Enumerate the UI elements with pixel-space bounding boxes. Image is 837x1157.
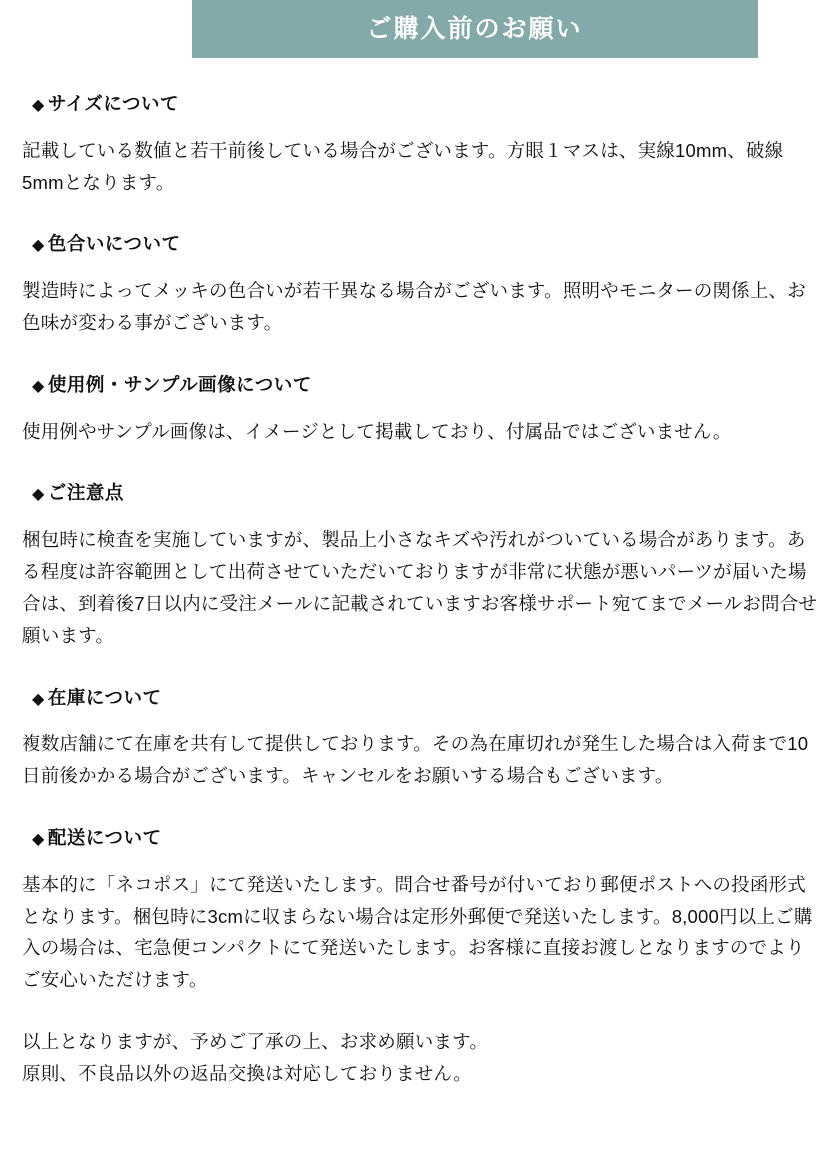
diamond-icon: ◆ [32, 690, 45, 708]
section-body: 製造時によってメッキの色合いが若干異なる場合がございます。照明やモニターの関係上、お色味が変わる事がございます。 [22, 280, 806, 334]
diamond-icon: ◆ [32, 97, 45, 114]
section-size [18, 92, 819, 198]
section-body: 記載している数値と若干前後している場合がございます。方眼１マスは、実線10mm、破線5mmとなります。 [22, 139, 784, 193]
diamond-icon: ◆ [32, 237, 45, 255]
header-bar [192, 0, 758, 58]
section-shipping [18, 826, 819, 996]
notice-content [0, 92, 837, 1122]
page-title: ご購入前のお願い [366, 14, 583, 43]
bottom-spacer [18, 1090, 819, 1098]
diamond-icon: ◆ [32, 486, 45, 504]
section-heading [32, 92, 819, 117]
section-heading-label: ご注意点 [47, 482, 124, 504]
section-stock [18, 686, 819, 792]
diamond-icon: ◆ [32, 830, 45, 848]
section-heading-label: 在庫について [47, 686, 162, 708]
section-heading [32, 826, 819, 851]
section-body: 梱包時に検査を実施していますが、製品上小さなキズや汚れがついている場合があります。ある程度は許容範囲として出荷させていただいておりますが非常に状態が悪いパーツが届いた場合は、到着後7日以内に受注メールに記載されていますお客様サポート宛てまでメールお問合せ願います。 [22, 529, 818, 646]
section-color [18, 232, 819, 338]
section-heading-label: 色合いについて [47, 233, 181, 255]
section-heading [32, 373, 819, 398]
section-heading [32, 481, 819, 506]
section-body: 複数店舗にて在庫を共有して提供しております。その為在庫切れが発生した場合は入荷まで10日前後かかる場合がございます。キャンセルをお願いする場合もございます。 [22, 733, 809, 787]
diamond-icon: ◆ [32, 377, 45, 395]
section-body: 使用例やサンプル画像は、イメージとして掲載しており、付属品ではございません。 [22, 420, 732, 442]
section-sample-images [18, 373, 819, 448]
section-cautions [18, 481, 819, 651]
section-heading-label: 使用例・サンプル画像について [47, 373, 312, 395]
section-heading-label: サイズについて [47, 93, 179, 114]
section-body: 基本的に「ネコポス」にて発送いたします。問合せ番号が付いており郵便ポストへの投函形式となります。梱包時に3cmに収まらない場合は定形外郵便で発送いたします。8,000円以上ご購入の場合は、宅急便コンパクトにて発送いたします。お客様に直接お渡しとなりますのでよりご安心いただけます。 [22, 873, 813, 991]
section-heading [32, 686, 819, 711]
closing-note [22, 1026, 819, 1090]
closing-line-1: 以上となりますが、予めご了承の上、お求め願います。 [22, 1030, 489, 1052]
section-heading [32, 232, 819, 257]
section-heading-label: 配送について [47, 826, 162, 848]
header-inner [0, 0, 837, 58]
header-band [0, 0, 837, 58]
closing-line-2: 原則、不良品以外の返品交換は対応しておりません。 [22, 1062, 472, 1084]
